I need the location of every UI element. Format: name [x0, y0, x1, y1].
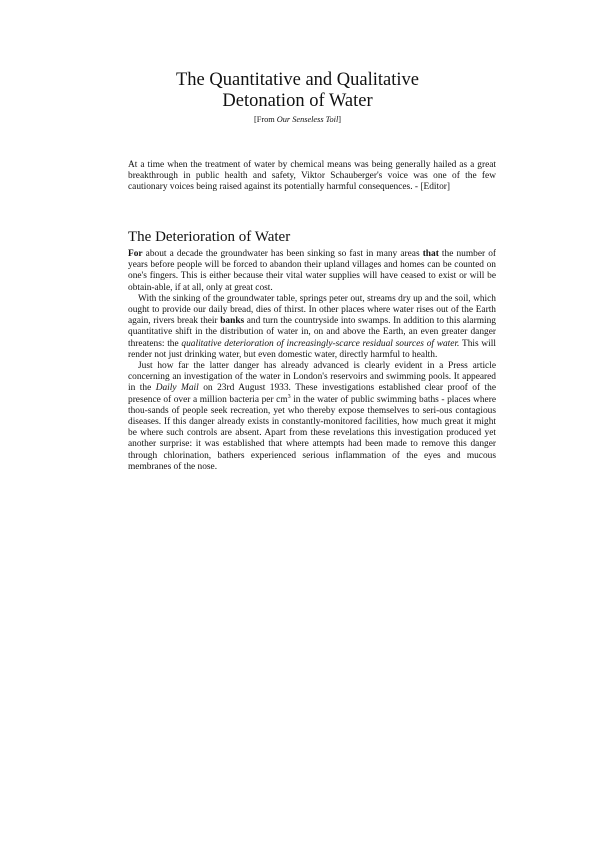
- p1-bold-word-1: For: [128, 249, 143, 259]
- source-prefix: [From: [253, 115, 277, 124]
- source-citation: [100, 115, 495, 125]
- paragraph-3: [128, 361, 496, 473]
- section-body: [128, 249, 496, 473]
- p3-text-3: in the water of public swimming baths - places where thou-sands of people seek recreation, yet who thereby expose themselves to seri-ous contagious diseases. If this danger already exists in constantly-monitored facilities, how much great it might be where such controls are absent. Apart from these revelations this investigation produced yet another surprise: it was established that where attempts had been made to remove this danger through chlorination, bathers experienced serious inflammation of the eyes and mucous membranes of the nose.: [128, 394, 497, 472]
- p1-bold-word-2: that: [422, 249, 439, 259]
- p1-text-2: the number of years before people will be forced to abandon their upland villages and homes can be counted on one's fingers. This is either because their vital water supplies will have ceased to exist or will be obtain-able, if at all, only at great cost.: [128, 249, 497, 293]
- article-title: [100, 70, 495, 112]
- title-line-2: Detonation of Water: [222, 91, 373, 111]
- p2-text-2: and turn the countryside into swamps. In addition to this alarming quantitative shift in the distribution of water in, on and above the Earth, an even greater danger threatens: the: [128, 316, 496, 349]
- source-suffix: ]: [338, 115, 342, 124]
- p2-text-3: This will render not just drinking water, but even domestic water, directly harmful to health.: [128, 338, 496, 360]
- title-line-1: The Quantitative and Qualitative: [176, 70, 419, 90]
- paragraph-2: [128, 294, 496, 361]
- p3-text-1: Just how far the latter danger has already advanced is clearly evident in a Press article concerning an investigation of the water in London's reservoirs and swimming pools. It appeared in the: [128, 361, 496, 394]
- p3-italic: Daily Mail: [155, 383, 199, 394]
- p2-italic: qualitative deterioration of increasingly-scarce residual sources of water.: [181, 338, 460, 349]
- paragraph-1: [128, 249, 496, 294]
- p2-text-1: With the sinking of the groundwater table, springs peter out, streams dry up and the soil, which ought to provide our daily bread, dies of thirst. In other places where water rises out of the Earth again, rivers break their: [128, 293, 496, 327]
- p2-bold-word: banks: [220, 316, 245, 327]
- section-title: The Deterioration of Water: [128, 229, 291, 245]
- editor-intro: At a time when the treatment of water by chemical means was being generally hailed as a great breakthrough in public health and safety, Viktor Schauberger's voice was one of the few cautionary voices being raised against its potentially harmful consequences. - [Editor]: [128, 160, 496, 193]
- source-title: Our Senseless Toil: [276, 115, 339, 124]
- p3-text-2: on 23rd August 1933. These investigations established clear proof of the presence of over a million bacteria per cm: [128, 383, 497, 405]
- p3-superscript: 3: [287, 393, 291, 400]
- p1-text-1: about a decade the groundwater has been sinking so fast in many areas: [142, 249, 423, 259]
